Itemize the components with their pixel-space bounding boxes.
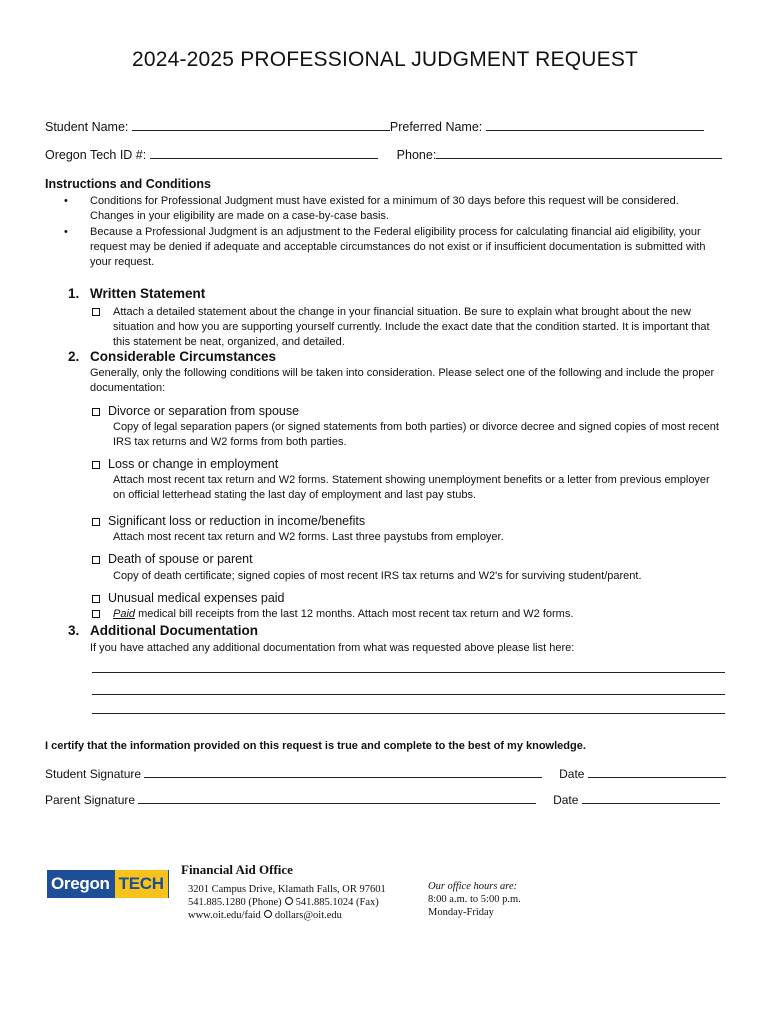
student-name-field[interactable] (132, 118, 390, 131)
divorce-checkbox[interactable] (92, 408, 100, 416)
phone-field[interactable] (436, 146, 722, 159)
instructions-heading: Instructions and Conditions (45, 177, 211, 191)
section-circumstances-heading (68, 349, 276, 364)
section-written-statement-heading (68, 286, 205, 301)
section-title: Written Statement (90, 286, 206, 301)
circle-separator-icon (285, 897, 293, 905)
medical-desc-text: medical bill receipts from the last 12 months. Attach most recent tax return and W2 forms. (135, 608, 574, 620)
parent-date-label: Date (553, 793, 579, 807)
option-title: Loss or change in employment (108, 457, 279, 471)
office-hours (428, 880, 521, 919)
office-address: 3201 Campus Drive, Klamath Falls, OR 97601 (188, 884, 386, 895)
student-signature-field[interactable] (144, 765, 542, 778)
income-checkbox[interactable] (92, 518, 100, 526)
student-signature-label: Student Signature (45, 767, 142, 781)
option-title: Unusual medical expenses paid (108, 591, 285, 605)
oregon-tech-id-label: Oregon Tech ID #: (45, 148, 147, 162)
option-death-desc: Copy of death certificate; signed copies of most recent IRS tax returns and W2's for surviving student/parent. (113, 570, 642, 582)
option-divorce-desc: Copy of legal separation papers (or signed statements from both parties) or divorce decree and signed copies of most recent IRS tax returns and W2 forms from both parties. (113, 421, 719, 448)
medical-checkbox[interactable] (92, 595, 100, 603)
section-additional-docs-heading (68, 623, 258, 638)
written-statement-item (92, 305, 724, 350)
name-row (45, 118, 704, 134)
additional-docs-line-2[interactable] (92, 694, 725, 695)
page-title: 2024-2025 PROFESSIONAL JUDGMENT REQUEST (131, 48, 639, 71)
death-checkbox[interactable] (92, 556, 100, 564)
written-statement-text: Attach a detailed statement about the change in your financial situation. Be sure to explain what brought about the new situation and how you are supporting yourself currently. Include the exact date that the condition started. It is important that this statement be neat, organized, and detailed. (113, 306, 710, 348)
option-income (92, 514, 365, 528)
written-statement-checkbox[interactable] (92, 308, 100, 316)
additional-docs-line-3[interactable] (92, 713, 725, 714)
student-date-field[interactable] (588, 765, 726, 778)
student-signature-row (45, 765, 726, 781)
option-death (92, 552, 253, 566)
oregon-tech-logo (47, 870, 169, 898)
logo-word-oregon: Oregon (51, 874, 110, 893)
section-number: 3. (68, 623, 80, 638)
instructions-list (64, 194, 724, 271)
parent-signature-label: Parent Signature (45, 793, 136, 807)
student-name-label: Student Name: (45, 120, 129, 134)
office-website-link[interactable]: www.oit.edu/faid (188, 910, 261, 921)
logo-word-tech: TECH (115, 870, 168, 898)
section-number: 1. (68, 286, 80, 301)
medical-receipts-checkbox[interactable] (92, 610, 100, 618)
section-title: Additional Documentation (90, 623, 258, 638)
office-hours-label: Our office hours are: (428, 881, 518, 892)
circumstances-intro: Generally, only the following conditions will be taken into consideration. Please select one of the following and include the proper documentation: (90, 367, 715, 394)
oregon-tech-id-field[interactable] (150, 146, 378, 159)
office-phone-fax (181, 896, 386, 909)
paid-emphasis: Paid (113, 608, 136, 620)
option-title: Death of spouse or parent (108, 552, 253, 566)
option-title: Divorce or separation from spouse (108, 404, 300, 418)
parent-date-field[interactable] (582, 791, 720, 804)
option-divorce (92, 404, 299, 418)
id-row (45, 146, 722, 162)
option-medical-desc (92, 607, 724, 622)
option-employment-desc: Attach most recent tax return and W2 forms. Statement showing unemployment benefits or a letter from previous employer on official letterhead stating the last day of employment and last pay stubs. (113, 474, 710, 501)
option-title: Significant loss or reduction in income/benefits (108, 514, 366, 528)
office-web-email (181, 909, 386, 922)
instruction-bullet: • Because a Professional Judgment is an adjustment to the Federal eligibility process for calculating financial aid eligibility, your request may be denied if adequate and acceptable circumstances do not exist or if insufficient documentation is submitted with your request. (64, 225, 724, 270)
office-fax: 541.885.1024 (Fax) (295, 897, 379, 908)
parent-signature-field[interactable] (138, 791, 536, 804)
parent-signature-row (45, 791, 720, 807)
additional-docs-instructions: If you have attached any additional documentation from what was requested above please list here: (90, 642, 575, 654)
employment-checkbox[interactable] (92, 461, 100, 469)
section-title: Considerable Circumstances (90, 349, 277, 364)
option-medical (92, 591, 285, 605)
office-phone: 541.885.1280 (Phone) (188, 897, 282, 908)
office-hours-time: 8:00 a.m. to 5:00 p.m. (428, 894, 521, 905)
section-number: 2. (68, 349, 80, 364)
additional-docs-line-1[interactable] (92, 672, 725, 673)
office-email-link[interactable]: dollars@oit.edu (274, 910, 342, 921)
option-income-desc: Attach most recent tax return and W2 forms. Last three paystubs from employer. (113, 531, 504, 543)
student-date-label: Date (559, 767, 585, 781)
certification-statement: I certify that the information provided on this request is true and complete to the best of my knowledge. (45, 740, 586, 752)
instruction-bullet: • Conditions for Professional Judgment must have existed for a minimum of 30 days before this request will be considered. Changes in your eligibility are made on a case-by-case basis. (64, 194, 724, 224)
preferred-name-field[interactable] (486, 118, 704, 131)
option-employment (92, 457, 278, 471)
circle-separator-icon (264, 910, 272, 918)
office-hours-days: Monday-Friday (428, 907, 494, 918)
office-title: Financial Aid Office (181, 862, 293, 877)
financial-aid-office-contact (181, 862, 386, 922)
preferred-name-label: Preferred Name: (389, 120, 483, 134)
phone-label: Phone: (396, 148, 437, 162)
